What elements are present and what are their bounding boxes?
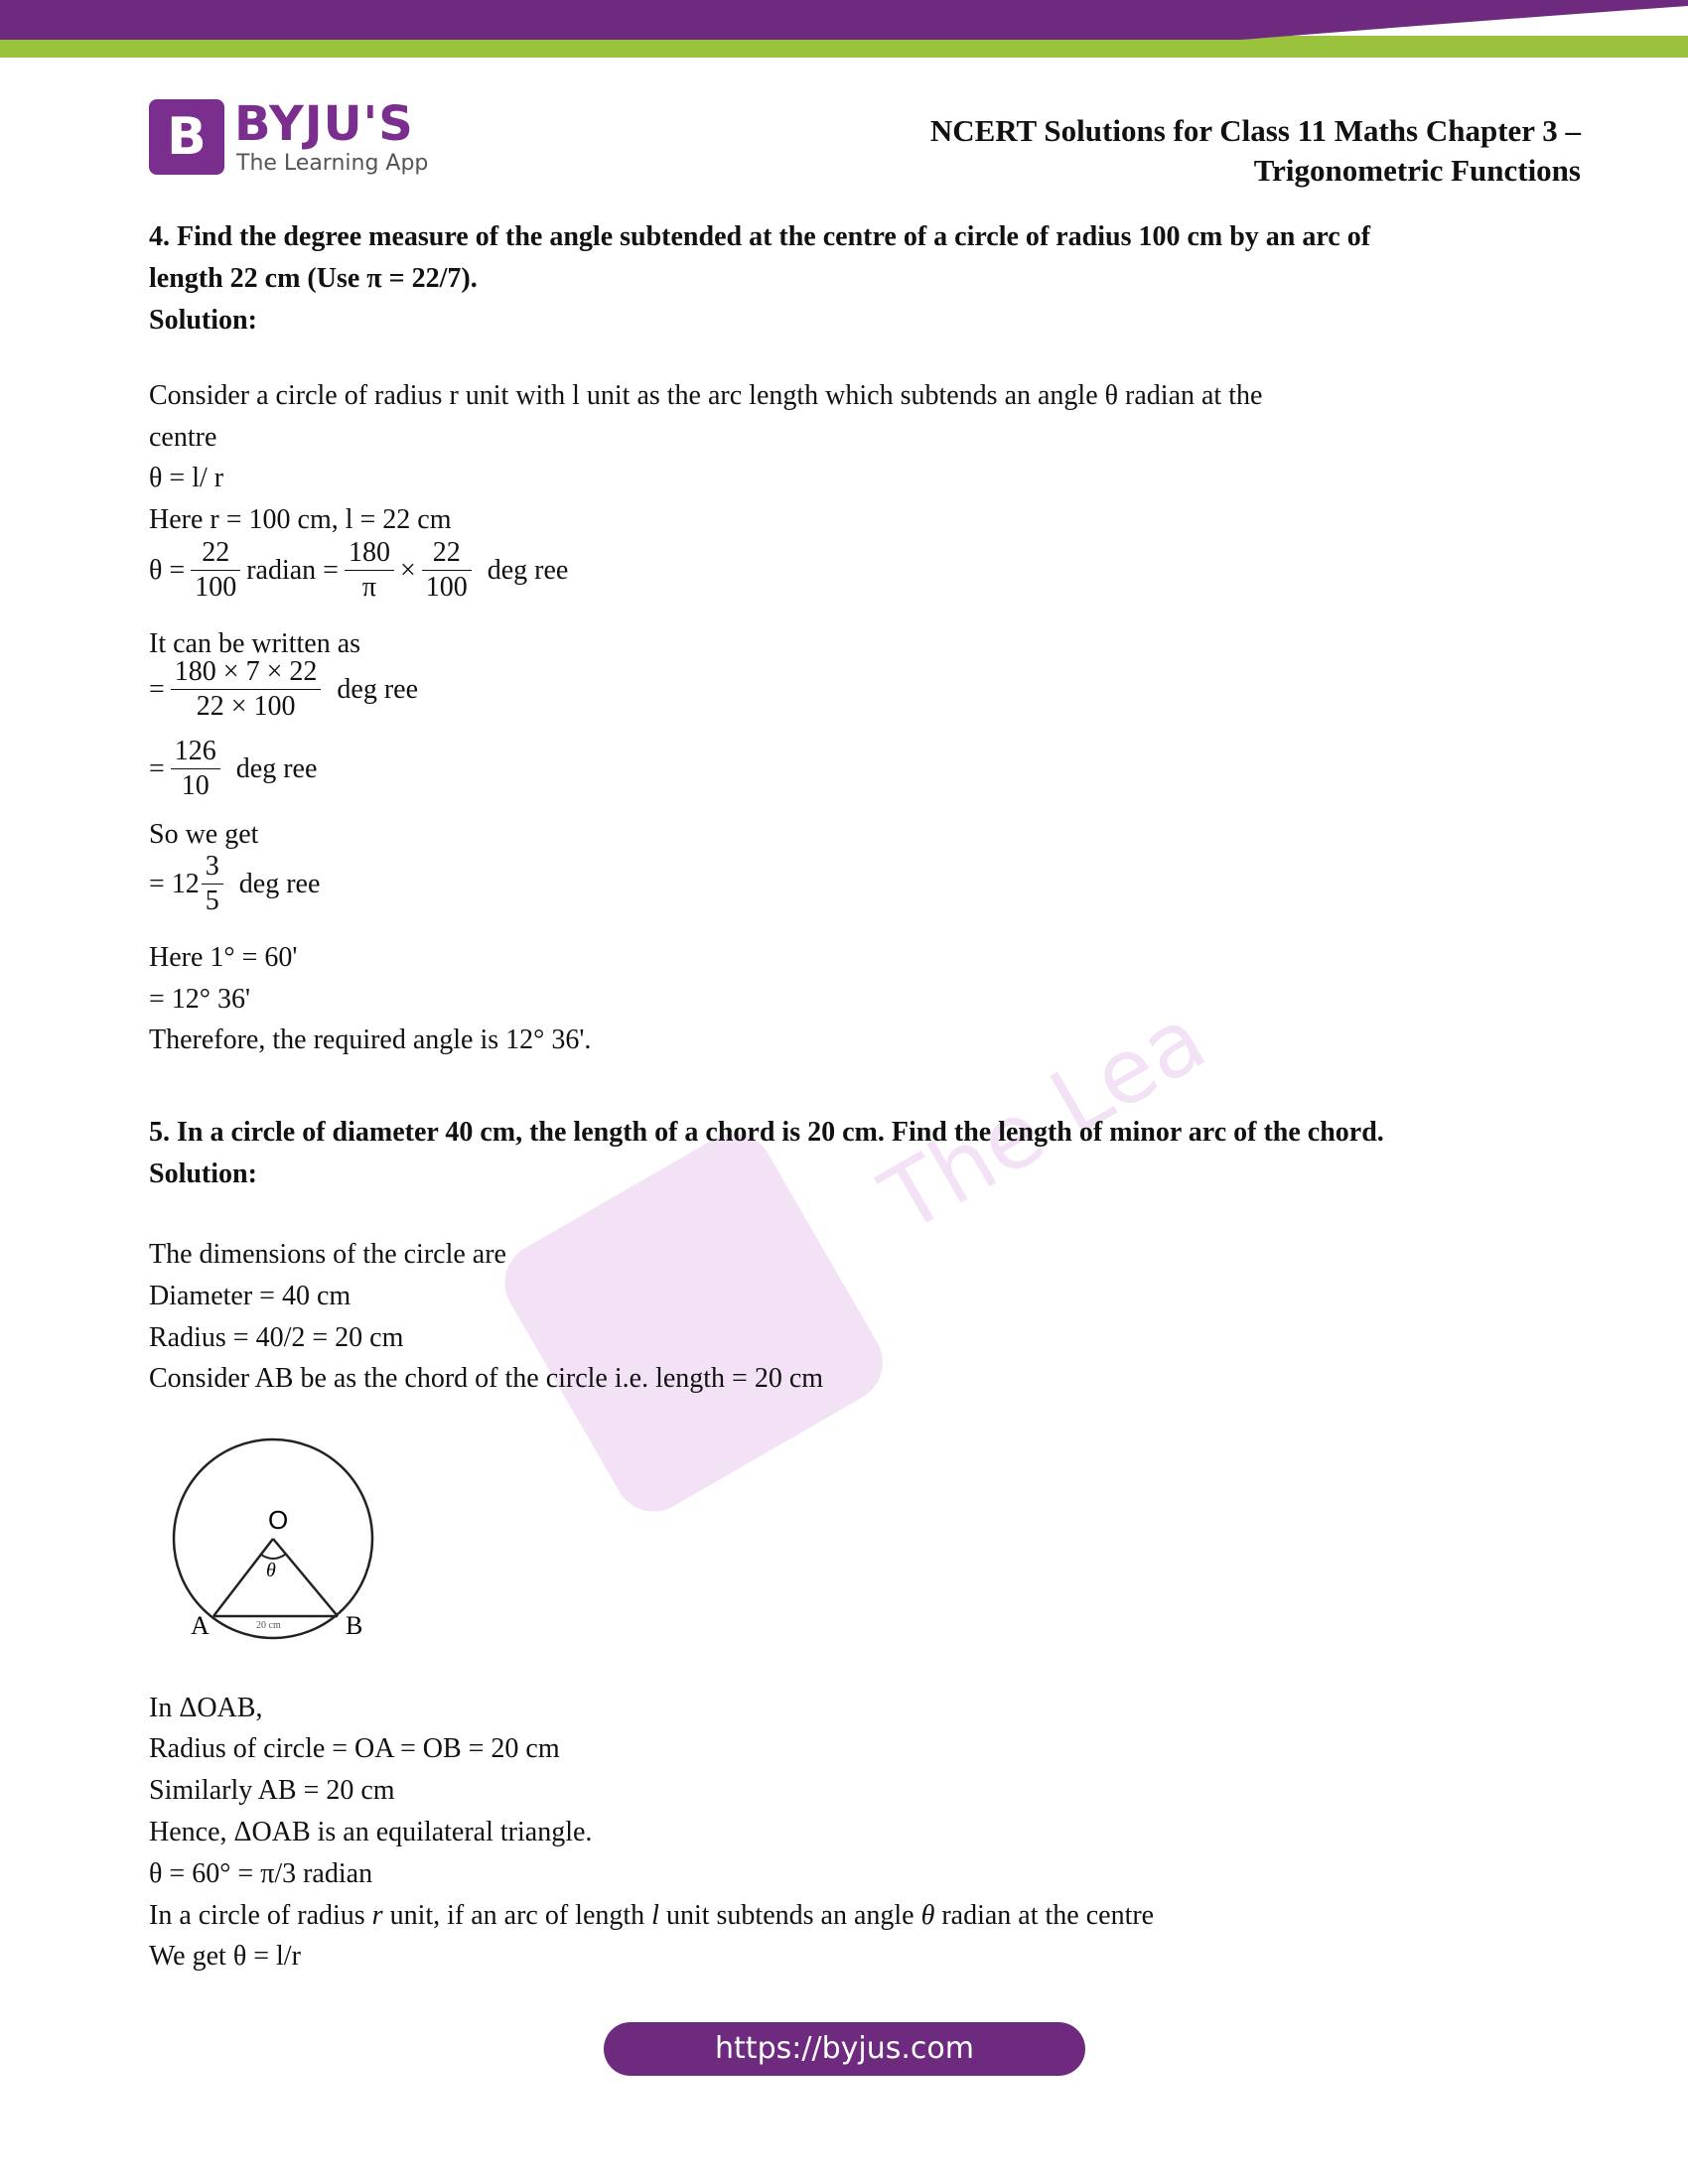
footer-url-link[interactable]: https://byjus.com [604, 2022, 1085, 2076]
label-chord-length: 20 cm [256, 1620, 281, 1631]
eq2-num: 180 × 7 × 22 [171, 655, 322, 690]
angle-arc [261, 1555, 285, 1559]
eq3-fraction [171, 735, 220, 803]
eq4-unit: deg ree [238, 868, 321, 899]
eq4-prefix: = 12 [149, 868, 200, 899]
eq1-times: × [399, 554, 416, 586]
brand-name: BYJU'S [234, 96, 414, 152]
q5-line-2: Diameter = 40 cm [149, 1281, 352, 1311]
q4-line-3: θ = l/ r [149, 463, 224, 493]
q5-l10-d: radian at the centre [934, 1900, 1155, 1931]
eq1-fa-den: 100 [195, 572, 237, 603]
eq3-unit: deg ree [235, 752, 318, 784]
eq1-fb-den: π [361, 572, 377, 603]
q5-line-3: Radius = 40/2 = 20 cm [149, 1322, 404, 1353]
byjus-logo [149, 96, 447, 179]
page-title-line2: Trigonometric Functions [1253, 153, 1581, 188]
q5-l10-b: unit, if an arc of length [382, 1900, 652, 1931]
q4-line-6: It can be written as [149, 628, 361, 659]
q5-line-4: Consider AB be as the chord of the circle i.e. length = 20 cm [149, 1363, 824, 1394]
q5-question: 5. In a circle of diameter 40 cm, the length of a chord is 20 cm. Find the length of minor arc of the chord. [149, 1117, 1384, 1148]
q4-line-4: Here r = 100 cm, l = 22 cm [149, 504, 452, 535]
q5-l10-a: In a circle of radius [149, 1900, 372, 1931]
eq1-fc-num: 22 [422, 536, 472, 571]
q5-l10-l: l [651, 1900, 659, 1931]
q4-line-11: Here 1° = 60' [149, 942, 298, 973]
eq2-den: 22 × 100 [196, 691, 296, 722]
eq1-unit: deg ree [487, 554, 569, 586]
q5-line-7: Similarly AB = 20 cm [149, 1775, 395, 1806]
eq1-fb-num: 180 [345, 536, 394, 571]
eq3-num: 126 [171, 735, 220, 769]
eq2-fraction [171, 655, 322, 724]
q5-line-11: We get θ = l/r [149, 1941, 301, 1972]
q4-line-1: Consider a circle of radius r unit with l unit as the arc length which subtends an angle θ radian at the [149, 380, 1263, 411]
q5-l10-r: r [371, 1900, 383, 1931]
q4-question-line1: 4. Find the degree measure of the angle subtended at the centre of a circle of radius 100 cm by an arc of [149, 221, 1371, 252]
eq1-mid: radian = [246, 554, 339, 586]
q4-equation-4 [149, 850, 320, 918]
q4-line-12: = 12° 36' [149, 984, 251, 1015]
q5-l10-theta: θ [920, 1900, 935, 1931]
eq1-fraction-a [191, 536, 240, 605]
q5-line-1: The dimensions of the circle are [149, 1239, 506, 1270]
eq4-den: 5 [205, 886, 219, 916]
q5-solution-label: Solution: [149, 1159, 257, 1189]
label-theta: θ [266, 1560, 276, 1581]
label-b: B [346, 1611, 363, 1640]
page-title [930, 111, 1581, 191]
eq3-den: 10 [181, 770, 210, 801]
eq4-fraction [202, 850, 223, 918]
logo-letter: B [167, 107, 207, 167]
eq1-fraction-b [345, 536, 394, 605]
q4-line-2: centre [149, 422, 217, 453]
svg-text:The Lea: The Lea [865, 986, 1223, 1254]
eq1-fraction-c [422, 536, 472, 605]
radius-ob [273, 1539, 338, 1616]
label-o: O [268, 1505, 289, 1535]
q5-l10-c: unit subtends an angle [658, 1900, 921, 1931]
eq1-fc-den: 100 [425, 572, 468, 603]
q4-line-13: Therefore, the required angle is 12° 36'. [149, 1024, 592, 1055]
q5-line-9: θ = 60° = π/3 radian [149, 1858, 373, 1889]
q4-line-9: So we get [149, 819, 259, 850]
q4-equation-1 [149, 536, 568, 605]
q5-line-10 [149, 1899, 1154, 1933]
q5-line-6: Radius of circle = OA = OB = 20 cm [149, 1733, 560, 1764]
q4-question-line2: length 22 cm (Use π = 22/7). [149, 263, 478, 294]
radius-oa [213, 1539, 273, 1616]
page-title-line1: NCERT Solutions for Class 11 Maths Chapter 3 – [929, 113, 1581, 148]
q4-equation-2 [149, 655, 418, 724]
brand-tagline: The Learning App [236, 151, 429, 176]
eq1-prefix: θ = [149, 554, 186, 586]
eq2-prefix: = [149, 673, 165, 705]
q4-equation-3 [149, 735, 317, 803]
q4-solution-label: Solution: [149, 305, 257, 336]
circle-chord-diagram [159, 1430, 407, 1648]
eq2-unit: deg ree [337, 673, 418, 705]
eq3-prefix: = [149, 752, 165, 784]
q5-line-5: In ΔOAB, [149, 1693, 263, 1723]
eq4-num: 3 [202, 850, 223, 885]
label-a: A [191, 1611, 210, 1640]
header-band [0, 0, 1688, 62]
eq1-fa-num: 22 [191, 536, 240, 571]
q5-line-8: Hence, ΔOAB is an equilateral triangle. [149, 1817, 593, 1847]
